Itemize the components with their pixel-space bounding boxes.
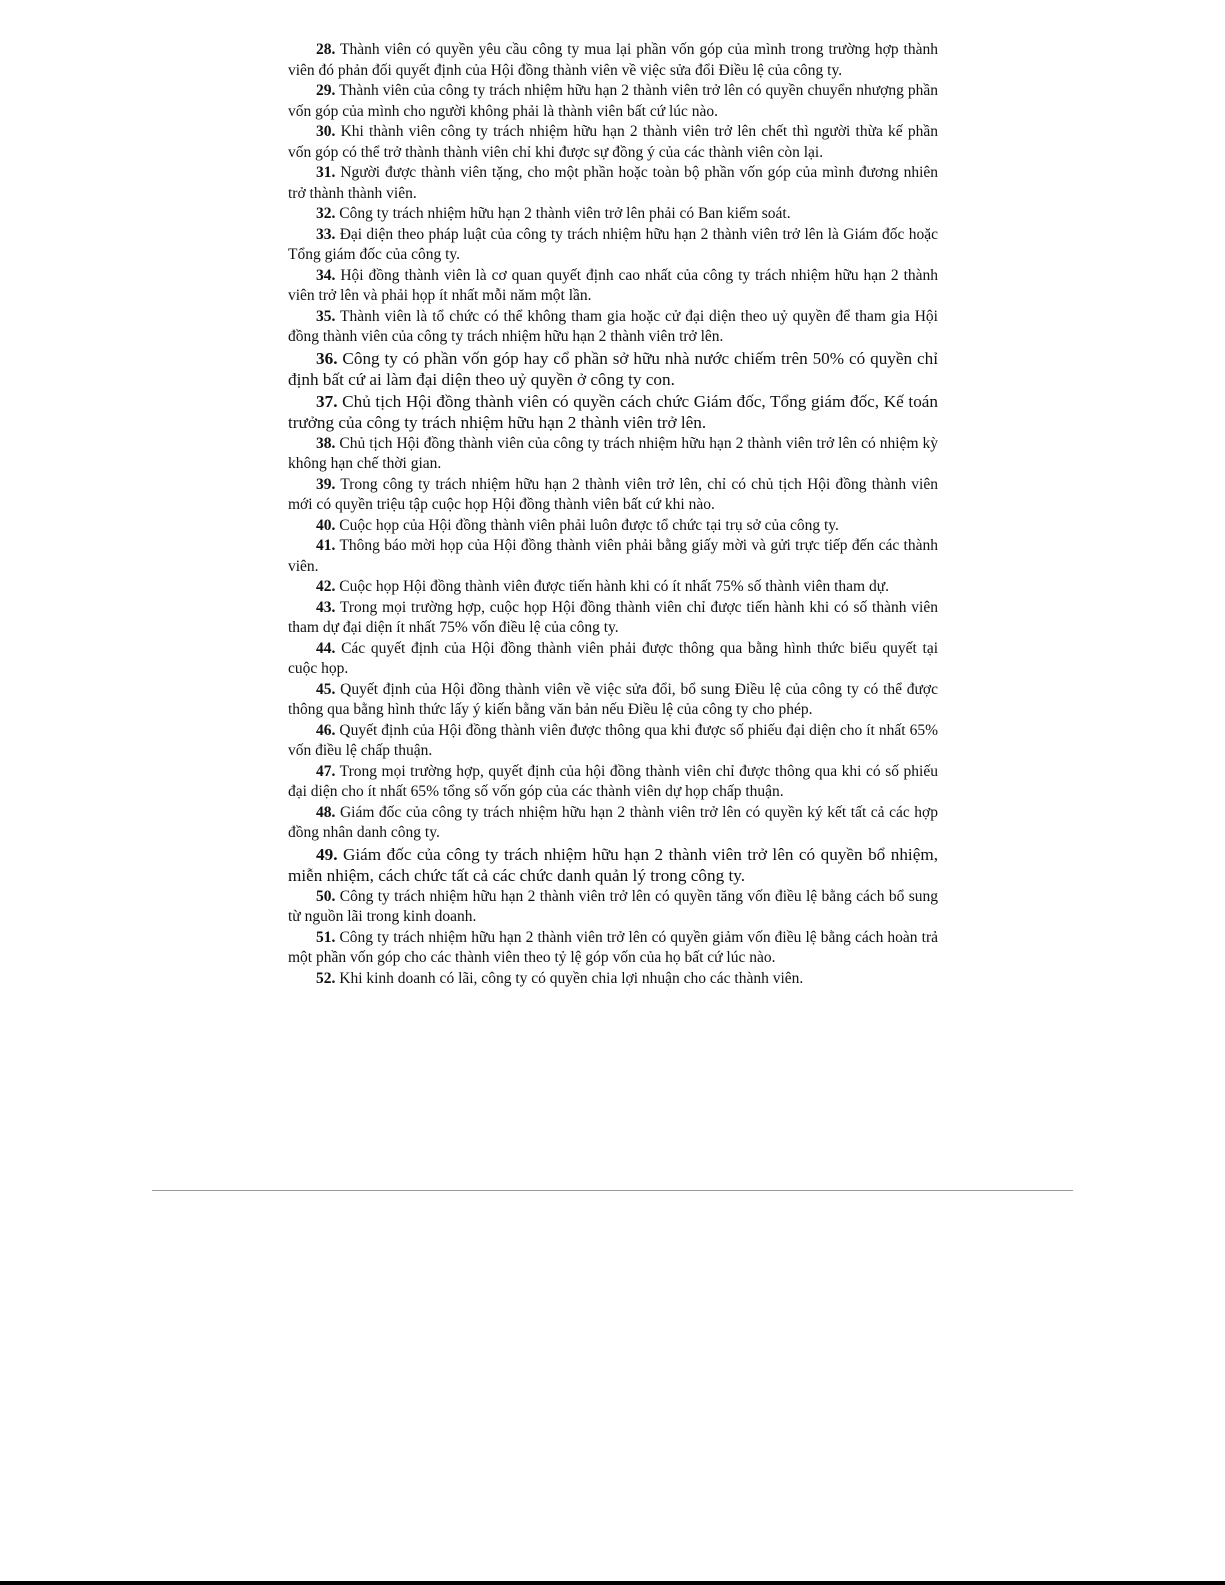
statement-text: Khi kinh doanh có lãi, công ty có quyền chia lợi nhuận cho các thành viên.: [339, 969, 804, 987]
statement-number: 50.: [316, 887, 336, 905]
statement-text: Thông báo mời họp của Hội đồng thành viên phải bằng giấy mời và gửi trực tiếp đến các thành viên.: [288, 537, 938, 575]
statement-text: Quyết định của Hội đồng thành viên được thông qua khi được số phiếu đại diện cho ít nhất 65% vốn điều lệ chấp thuận.: [288, 721, 939, 759]
statement-30: [288, 122, 938, 163]
statement-34: [288, 266, 938, 307]
statement-number: 37.: [316, 391, 338, 411]
statement-number: 30.: [316, 123, 336, 140]
statement-number: 29.: [316, 82, 336, 99]
statement-38: [288, 434, 938, 475]
statement-number: 31.: [316, 164, 336, 181]
statement-number: 36.: [316, 348, 338, 368]
statement-text: Khi thành viên công ty trách nhiệm hữu hạn 2 thành viên trở lên chết thì người thừa kế phần vốn góp có thể trở thành thành viên chỉ khi được sự đồng ý của các thành viên còn lại.: [288, 123, 938, 161]
statement-text: Giám đốc của công ty trách nhiệm hữu hạn 2 thành viên trở lên có quyền bổ nhiệm, miễn nhiệm, cách chức tất cả các chức danh quản lý trong công ty.: [288, 844, 939, 885]
statement-text: Chủ tịch Hội đồng thành viên của công ty trách nhiệm hữu hạn 2 thành viên trở lên có nhiệm kỳ không hạn chế thời gian.: [288, 434, 939, 472]
statement-33: [288, 225, 938, 266]
statement-52: [288, 969, 938, 990]
statement-text: Cuộc họp của Hội đồng thành viên phải luôn được tổ chức tại trụ sở của công ty.: [339, 516, 839, 534]
statement-number: 49.: [316, 844, 338, 864]
statement-text: Giám đốc của công ty trách nhiệm hữu hạn 2 thành viên trở lên có quyền ký kết tất cả các hợp đồng nhân danh công ty.: [288, 803, 938, 841]
statement-number: 47.: [316, 762, 336, 780]
document-body: [288, 40, 938, 989]
statement-number: 33.: [316, 225, 336, 243]
statement-number: 46.: [316, 721, 336, 739]
statement-39: [288, 475, 938, 516]
statement-text: Người được thành viên tặng, cho một phần hoặc toàn bộ phần vốn góp của mình đương nhiên trở thành thành viên.: [288, 164, 938, 202]
statement-number: 43.: [316, 598, 336, 616]
statement-32: [288, 204, 938, 225]
statement-number: 52.: [316, 969, 336, 987]
statement-text: Quyết định của Hội đồng thành viên về việc sửa đổi, bổ sung Điều lệ của công ty có thể được thông qua bằng hình thức lấy ý kiến bằng văn bản nếu Điều lệ của công ty cho phép.: [288, 680, 939, 718]
statement-text: Công ty trách nhiệm hữu hạn 2 thành viên trở lên có quyền giảm vốn điều lệ bằng cách hoàn trả một phần vốn góp cho các thành viên theo tỷ lệ góp vốn của họ bất cứ lúc nào.: [288, 928, 938, 966]
statement-43: [288, 598, 938, 639]
statement-46: [288, 721, 938, 762]
statement-28: [288, 40, 938, 81]
statement-text: Trong công ty trách nhiệm hữu hạn 2 thành viên trở lên, chỉ có chủ tịch Hội đồng thành viên mới có quyền triệu tập cuộc họp Hội đồng thành viên bất cứ khi nào.: [288, 475, 938, 513]
statement-text: Công ty có phần vốn góp hay cổ phần sở hữu nhà nước chiếm trên 50% có quyền chỉ định bất cứ ai làm đại diện theo uỷ quyền ở công ty con.: [288, 348, 938, 389]
statement-text: Trong mọi trường hợp, quyết định của hội đồng thành viên chỉ được thông qua khi có số phiếu đại diện cho ít nhất 65% tổng số vốn góp của các thành viên dự họp chấp thuận.: [288, 762, 938, 800]
statement-35: [288, 307, 938, 348]
statement-text: Công ty trách nhiệm hữu hạn 2 thành viên trở lên phải có Ban kiểm soát.: [339, 205, 791, 222]
statement-number: 28.: [316, 41, 336, 58]
statement-text: Chủ tịch Hội đồng thành viên có quyền cách chức Giám đốc, Tổng giám đốc, Kế toán trưởng của công ty trách nhiệm hữu hạn 2 thành viên trở lên.: [288, 391, 939, 432]
statement-50: [288, 887, 938, 928]
statement-number: 44.: [316, 639, 336, 657]
statement-number: 38.: [316, 434, 336, 452]
statement-number: 51.: [316, 928, 336, 946]
statement-51: [288, 928, 938, 969]
statement-number: 41.: [316, 537, 336, 554]
statement-number: 34.: [316, 266, 336, 284]
statement-41: [288, 536, 938, 577]
statement-number: 48.: [316, 803, 336, 821]
statement-40: [288, 516, 938, 537]
page-divider: [152, 1190, 1073, 1191]
statement-number: 39.: [316, 475, 336, 493]
statement-text: Thành viên là tổ chức có thể không tham gia hoặc cử đại diện theo uỷ quyền để tham gia Hội đồng thành viên của công ty trách nhiệm hữu hạn 2 thành viên trở lên.: [288, 307, 938, 345]
statement-text: Các quyết định của Hội đồng thành viên phải được thông qua bằng hình thức biểu quyết tại cuộc họp.: [288, 639, 939, 677]
statement-45: [288, 680, 938, 721]
statement-29: [288, 81, 938, 122]
statement-text: Đại diện theo pháp luật của công ty trách nhiệm hữu hạn 2 thành viên trở lên là Giám đốc hoặc Tổng giám đốc của công ty.: [288, 225, 938, 263]
statement-text: Thành viên có quyền yêu cầu công ty mua lại phần vốn góp của mình trong trường hợp thành viên đó phản đối quyết định của Hội đồng thành viên về việc sửa đổi Điều lệ của công ty.: [288, 41, 938, 79]
statement-44: [288, 639, 938, 680]
statement-36: [288, 348, 938, 391]
statement-text: Hội đồng thành viên là cơ quan quyết định cao nhất của công ty trách nhiệm hữu hạn 2 thành viên trở lên và phải họp ít nhất mỗi năm một lần.: [288, 266, 939, 304]
statement-text: Cuộc họp Hội đồng thành viên được tiến hành khi có ít nhất 75% số thành viên tham dự.: [339, 578, 890, 595]
statement-49: [288, 844, 938, 887]
statement-31: [288, 163, 938, 204]
statement-number: 42.: [316, 578, 336, 595]
statement-text: Trong mọi trường hợp, cuộc họp Hội đồng thành viên chỉ được tiến hành khi có số thành viên tham dự đại diện ít nhất 75% vốn điều lệ của công ty.: [288, 598, 938, 636]
statement-number: 45.: [316, 680, 336, 698]
statement-text: Thành viên của công ty trách nhiệm hữu hạn 2 thành viên trở lên có quyền chuyển nhượng phần vốn góp của mình cho người không phải là thành viên bất cứ lúc nào.: [288, 82, 938, 120]
statement-37: [288, 391, 938, 434]
statement-42: [288, 577, 938, 598]
statement-number: 32.: [316, 205, 336, 222]
bottom-edge-bar: [0, 1581, 1225, 1585]
statement-48: [288, 803, 938, 844]
statement-47: [288, 762, 938, 803]
statement-text: Công ty trách nhiệm hữu hạn 2 thành viên trở lên có quyền tăng vốn điều lệ bằng cách bổ sung từ nguồn lãi trong kinh doanh.: [288, 887, 938, 925]
statement-number: 40.: [316, 516, 336, 534]
statement-number: 35.: [316, 307, 336, 325]
